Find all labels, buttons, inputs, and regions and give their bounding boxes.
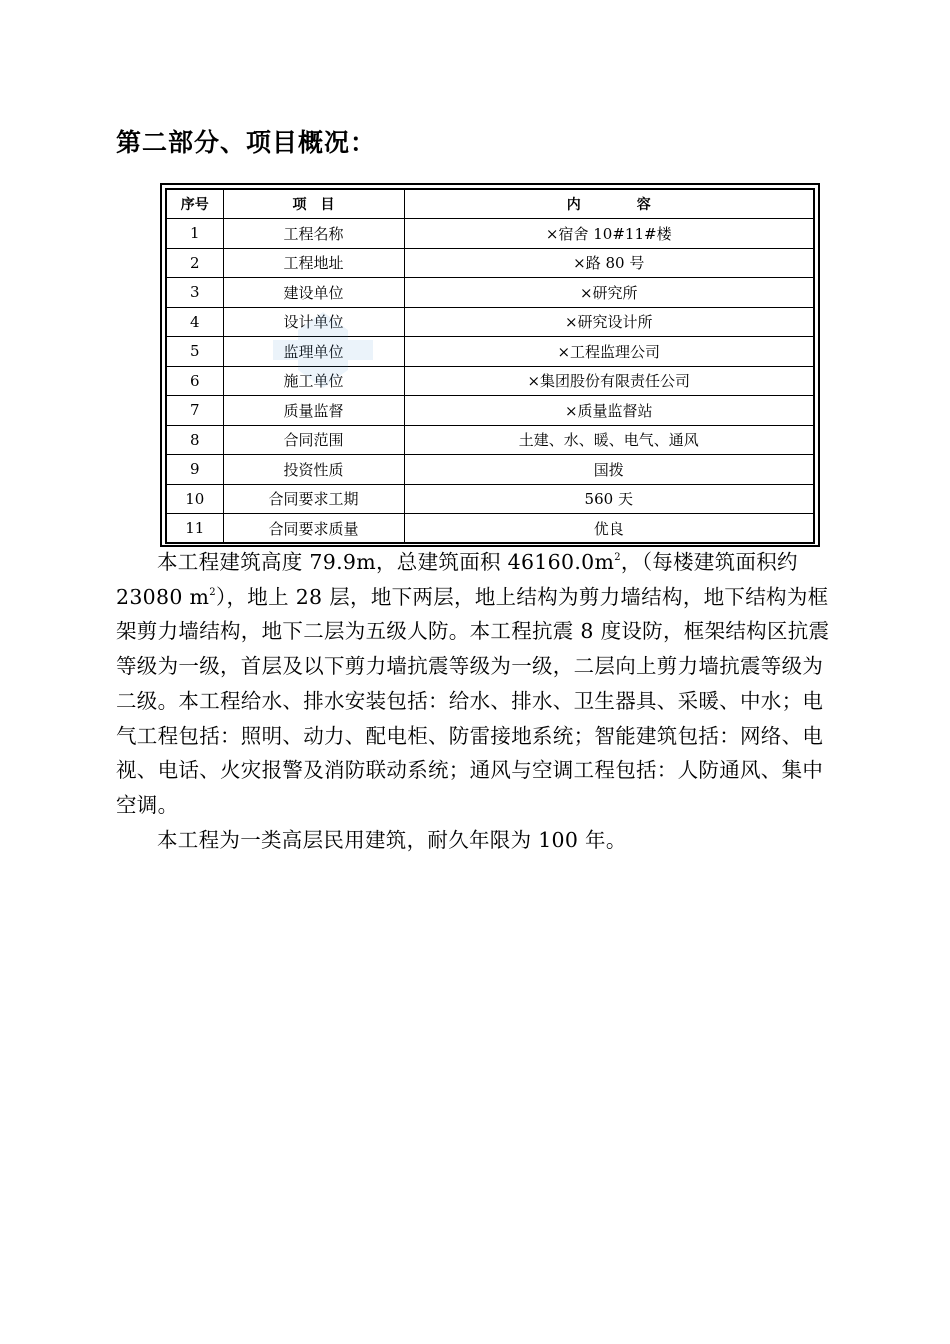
cell-item: 监理单位 [223,337,404,367]
cell-item: 工程名称 [223,219,404,249]
cell-item: 建设单位 [223,278,404,308]
cell-serial-number: 11 [166,514,223,544]
paragraph-building-overview [116,545,836,823]
table-row [166,278,814,308]
paragraph-text: ），地上 28 层，地下两层，地上结构为剪力墙结构，地下结构为框架剪力墙结构，地下二层为五级人防。本工程抗震 8 度设防，框架结构区抗震等级为一级，首层及以下剪力墙抗震等级为一级，二层向上剪力墙抗震等级为二级。本工程给水、排水安装包括：给水、排水、卫生器具、采暖、中水；电气工程包括：照明、动力、配电柜、防雷接地系统；智能建筑包括：网络、电视、电话、火灾报警及消防联动系统；通风与空调工程包括：人防通风、集中空调。 [116,584,830,817]
table-row [166,425,814,455]
cell-serial-number: 2 [166,248,223,278]
cell-content: ×质量监督站 [404,396,814,426]
cell-serial-number: 4 [166,307,223,337]
superscript-unit: 2 [614,552,621,563]
table-row [166,455,814,485]
table-row [166,396,814,426]
cell-item: 设计单位 [223,307,404,337]
cell-item: 工程地址 [223,248,404,278]
cell-item: 投资性质 [223,455,404,485]
table-row [166,307,814,337]
cell-item: 质量监督 [223,396,404,426]
cell-content: ×研究设计所 [404,307,814,337]
table-header-row [166,189,814,219]
project-overview-table-frame [160,183,820,547]
cell-item: 施工单位 [223,366,404,396]
cell-serial-number: 10 [166,484,223,514]
table-row [166,366,814,396]
superscript-unit: 2 [209,586,216,598]
header-content: 内 容 [404,189,814,219]
table-row [166,514,814,544]
cell-serial-number: 1 [166,219,223,249]
cell-content: ×工程监理公司 [404,337,814,367]
cell-content: 优良 [404,514,814,544]
cell-serial-number: 8 [166,425,223,455]
cell-serial-number: 7 [166,396,223,426]
paragraph-text: ，（每楼建筑面积约 23080 m [116,550,798,609]
cell-content: 560 天 [404,484,814,514]
cell-content: 土建、水、暖、电气、通风 [404,425,814,455]
header-serial-number: 序号 [166,189,223,219]
section-title: 第二部分、项目概况： [116,128,377,157]
cell-content: ×研究所 [404,278,814,308]
table-row [166,219,814,249]
cell-item: 合同要求质量 [223,514,404,544]
paragraph-text: 本工程建筑高度 79.9m，总建筑面积 46160.0m [157,550,615,574]
cell-item: 合同要求工期 [223,484,404,514]
cell-content: ×集团股份有限责任公司 [404,366,814,396]
project-overview-table [165,188,815,544]
cell-serial-number: 5 [166,337,223,367]
table-row [166,248,814,278]
cell-serial-number: 3 [166,278,223,308]
project-description [116,545,836,857]
table-row [166,337,814,367]
cell-serial-number: 6 [166,366,223,396]
cell-content: ×宿舍 10#11#楼 [404,219,814,249]
cell-content: 国拨 [404,455,814,485]
table-row [166,484,814,514]
header-item: 项 目 [223,189,404,219]
cell-content: ×路 80 号 [404,248,814,278]
cell-serial-number: 9 [166,455,223,485]
cell-item: 合同范围 [223,425,404,455]
paragraph-durability: 本工程为一类高层民用建筑，耐久年限为 100 年。 [157,827,627,852]
